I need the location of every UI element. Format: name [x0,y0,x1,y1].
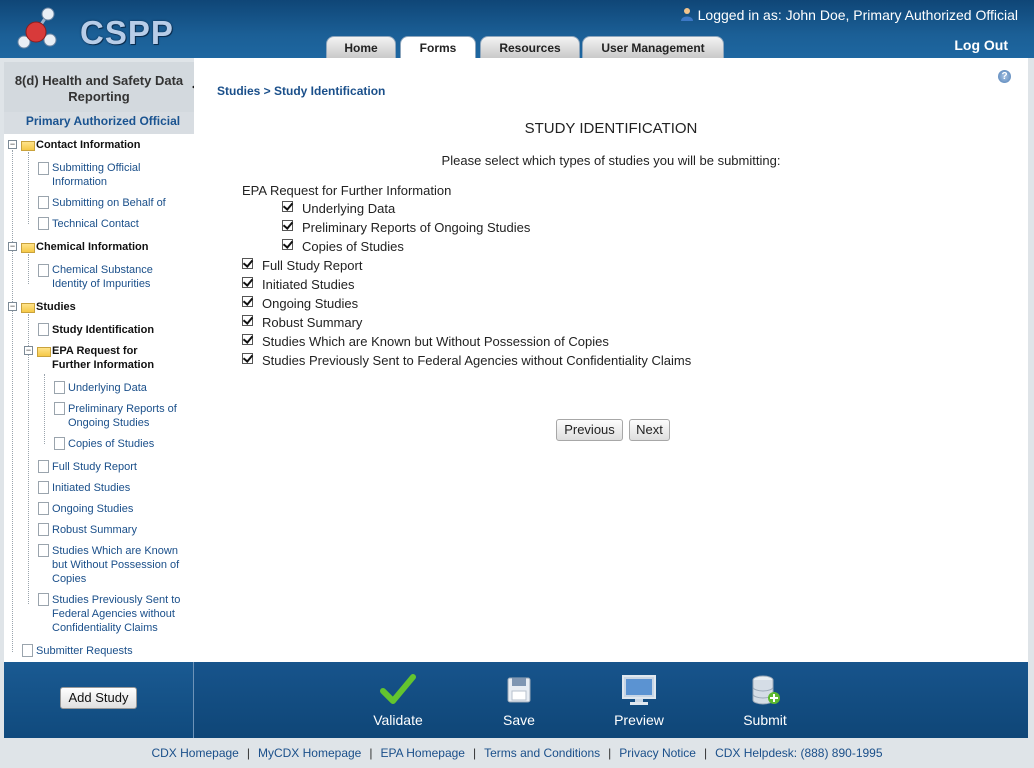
page-title: STUDY IDENTIFICATION [524,120,698,137]
document-icon [38,162,49,175]
initiated-studies-checkbox[interactable] [242,277,253,288]
document-icon [38,502,49,515]
document-icon [38,460,49,473]
tree-robust-summary[interactable]: Robust Summary [52,524,137,536]
tab-home[interactable]: Home [326,36,396,58]
checkbox-label: Ongoing Studies [262,296,359,311]
footer-link-terms[interactable]: Terms and Conditions [484,746,601,760]
footer-link-helpdesk[interactable]: CDX Helpdesk: (888) 890-1995 [715,746,883,760]
document-icon [38,264,49,277]
checkbox-label: Robust Summary [262,315,363,330]
previously-sent-checkbox[interactable] [242,353,253,364]
folder-icon [21,303,35,313]
navigation-tree [4,134,194,664]
folder-icon [21,141,35,151]
logged-in-status [680,7,1018,23]
tree-ongoing-studies[interactable]: Ongoing Studies [52,503,134,515]
robust-summary-checkbox[interactable] [242,315,253,326]
known-without-possession-checkbox[interactable] [242,334,253,345]
checkbox-label: Preliminary Reports of Ongoing Studies [302,220,531,235]
document-icon [54,381,65,394]
underlying-data-checkbox[interactable] [282,201,293,212]
option-previously-sent[interactable] [242,353,691,369]
footer-link-privacy[interactable]: Privacy Notice [619,746,696,760]
document-icon [38,323,49,336]
collapse-chemical-icon[interactable]: − [9,241,16,251]
add-study-button[interactable]: Add Study [60,687,137,709]
molecule-logo-icon [16,6,76,50]
option-underlying-data[interactable] [282,201,395,217]
checkbox-label: Studies Previously Sent to Federal Agencies without Confidentiality Claims [262,353,692,368]
option-initiated-studies[interactable] [242,277,355,293]
tree-epa-request[interactable]: EPA Request for Further Information [52,345,155,371]
footer-link-epa-homepage[interactable]: EPA Homepage [380,746,465,760]
tree-submitter-requests[interactable]: Submitter Requests [36,645,133,657]
checkbox-label: Underlying Data [302,201,396,216]
collapse-studies-icon[interactable]: − [9,301,16,311]
help-icon[interactable]: ? [998,70,1011,83]
option-ongoing-studies[interactable] [242,296,358,312]
tree-preliminary-reports[interactable]: Preliminary Reports of Ongoing Studies [68,403,177,429]
document-icon [38,196,49,209]
submit-button[interactable] [730,674,800,728]
tab-resources[interactable]: Resources [480,36,580,58]
tree-underlying-data[interactable]: Underlying Data [68,382,147,394]
option-preliminary-reports[interactable] [282,220,530,236]
main-content [194,58,1028,662]
preview-label: Preview [614,712,664,728]
save-label: Save [503,712,535,728]
document-icon [38,593,49,606]
tree-previously-sent[interactable]: Studies Previously Sent to Federal Agencies without Confidentiality Claims [52,594,181,634]
tab-forms[interactable]: Forms [400,36,476,59]
folder-icon [37,347,51,357]
tree-technical-contact[interactable]: Technical Contact [52,218,139,230]
monitor-icon [621,674,657,706]
full-study-report-checkbox[interactable] [242,258,253,269]
previous-button[interactable]: Previous [556,419,623,441]
sidebar-title: 8(d) Health and Safety Data Reporting [14,73,184,104]
tree-studies[interactable]: Studies [36,301,76,313]
document-icon [38,523,49,536]
tree-chemical-substance[interactable]: Chemical Substance Identity of Impurities [52,264,153,290]
checkbox-label: Copies of Studies [302,239,404,254]
document-icon [54,402,65,415]
tree-contact-information[interactable]: Contact Information [36,139,141,151]
breadcrumb[interactable]: Studies > Study Identification [217,84,386,98]
app-header [0,0,1034,58]
floppy-disk-icon [501,674,537,706]
document-icon [22,644,33,657]
tree-chemical-information[interactable]: Chemical Information [36,241,149,253]
checkmark-icon [380,674,416,706]
tree-initiated-studies[interactable]: Initiated Studies [52,482,131,494]
footer: CDX Homepage | MyCDX Homepage | EPA Homepage | Terms and Conditions | Privacy Notice | CDX Helpdesk: (888) 890-1995 [151,746,883,760]
database-add-icon [747,674,783,706]
validate-label: Validate [373,712,423,728]
instruction-text: Please select which types of studies you will be submitting: [441,153,781,168]
document-icon [38,544,49,557]
footer-link-cdx-homepage[interactable]: CDX Homepage [151,746,239,760]
tree-copies-of-studies[interactable]: Copies of Studies [68,438,155,450]
app-name: CSPP [80,14,174,51]
tree-submitting-on-behalf[interactable]: Submitting on Behalf of [52,197,166,209]
tree-study-identification[interactable]: Study Identification [52,324,155,336]
collapse-contact-icon[interactable]: − [9,139,16,149]
sidebar-role: Primary Authorized Official [25,114,181,128]
copies-of-studies-checkbox[interactable] [282,239,293,250]
validate-button[interactable] [363,674,433,728]
collapse-epa-request-icon[interactable]: − [25,345,32,355]
tree-known-without-possession[interactable]: Studies Which are Known but Without Possession of Copies [52,545,180,585]
checkbox-label: Studies Which are Known but Without Possession of Copies [262,334,609,349]
submit-label: Submit [743,712,787,728]
option-known-without-possession[interactable] [242,334,609,350]
document-icon [54,437,65,450]
save-button[interactable] [484,674,554,728]
footer-link-mycdx-homepage[interactable]: MyCDX Homepage [257,746,362,760]
preliminary-reports-checkbox[interactable] [282,220,293,231]
checkbox-label: Initiated Studies [262,277,355,292]
logout-link[interactable]: Log Out [954,37,1008,53]
document-icon [38,481,49,494]
tree-full-study-report[interactable]: Full Study Report [52,461,137,473]
next-button[interactable]: Next [629,419,670,441]
ongoing-studies-checkbox[interactable] [242,296,253,307]
checkbox-label: Full Study Report [262,258,363,273]
cspp-logo[interactable] [16,6,174,51]
document-icon [38,217,49,230]
option-copies-of-studies[interactable] [282,239,404,255]
preview-button[interactable] [604,674,674,728]
bottom-toolbar [4,662,1028,738]
tree-submitting-official[interactable]: Submitting Official Information [52,162,141,188]
user-icon [680,7,694,21]
epa-request-group-label: EPA Request for Further Information [242,183,452,198]
option-full-study-report[interactable] [242,258,362,274]
tab-user-management[interactable]: User Management [582,36,724,58]
logged-in-text: Logged in as: John Doe, Primary Authorized Official [697,7,1018,23]
option-robust-summary[interactable] [242,315,362,331]
folder-icon [21,243,35,253]
